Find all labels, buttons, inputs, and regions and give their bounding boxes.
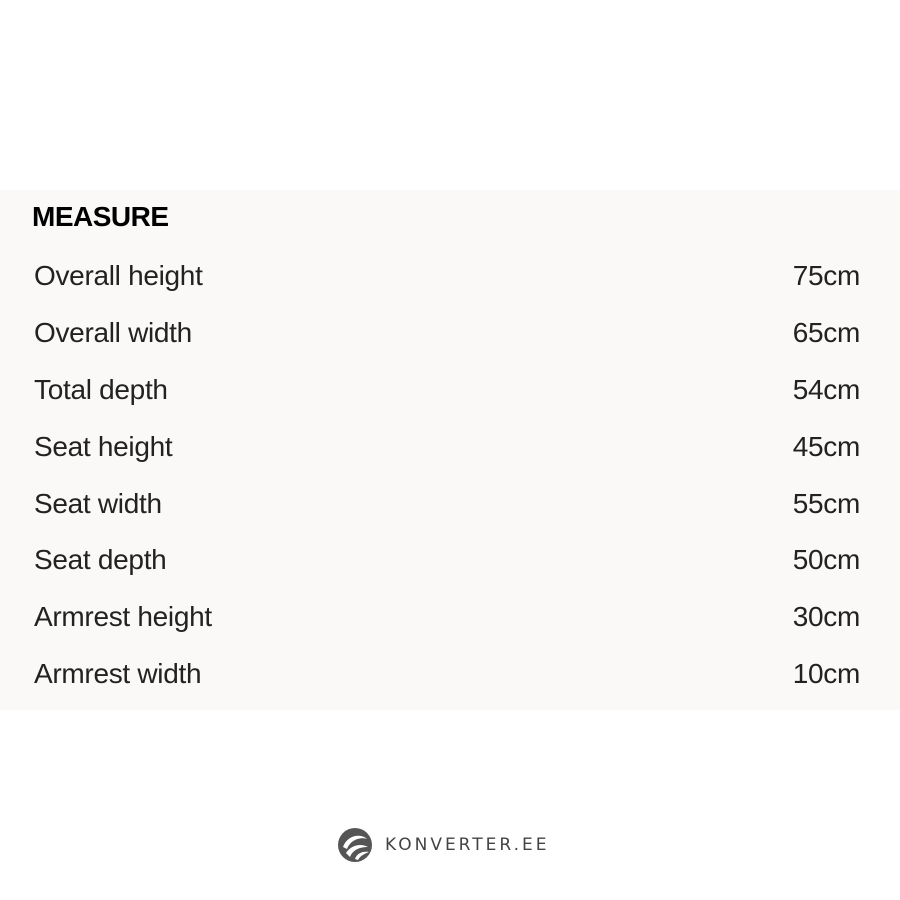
row-value: 54cm: [792, 373, 860, 405]
row-label: Overall width: [34, 317, 192, 349]
table-row: [34, 475, 860, 532]
row-value: 10cm: [792, 657, 860, 689]
row-value: 50cm: [792, 544, 860, 576]
table-row: [34, 362, 860, 419]
row-label: Seat depth: [34, 544, 167, 576]
row-label: Seat width: [34, 487, 162, 519]
measure-table: [34, 248, 860, 702]
row-value: 45cm: [792, 430, 860, 462]
table-row: [34, 418, 860, 475]
table-row: [34, 589, 860, 646]
konverter-logo-icon: [337, 827, 373, 863]
table-row: [34, 305, 860, 362]
footer-brand: [337, 827, 549, 863]
row-label: Total depth: [34, 373, 168, 405]
row-value: 30cm: [792, 601, 860, 633]
row-label: Seat height: [34, 430, 173, 462]
row-label: Armrest height: [34, 601, 212, 633]
row-value: 65cm: [792, 317, 860, 349]
brand-name: KONVERTER.EE: [385, 835, 550, 855]
row-label: Armrest width: [34, 657, 202, 689]
table-row: [34, 646, 860, 703]
row-value: 75cm: [792, 260, 860, 292]
row-value: 55cm: [792, 487, 860, 519]
row-label: Overall height: [34, 260, 203, 292]
section-title: MEASURE: [32, 201, 169, 232]
table-row: [34, 248, 860, 305]
table-row: [34, 532, 860, 589]
